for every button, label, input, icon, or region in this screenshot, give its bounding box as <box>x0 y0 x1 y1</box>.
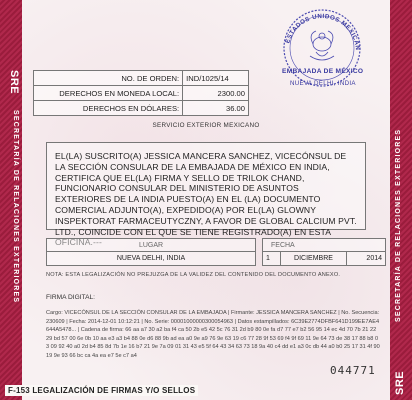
svg-text:ESTADOS UNIDOS MEXICANOS <box>266 4 361 51</box>
order-label: NO. DE ORDEN: <box>34 71 183 86</box>
place-value: NUEVA DELHI, INDIA <box>46 252 256 266</box>
local-fee-value: 2300.00 <box>183 86 249 101</box>
date-label: FECHA <box>262 238 386 252</box>
right-side-band <box>390 0 412 400</box>
usd-fee-value: 36.00 <box>183 101 249 116</box>
right-band-acronym: SRE <box>394 370 406 395</box>
seal-embassy-line: EMBAJADA DE MÉXICO <box>282 68 364 75</box>
local-fee-row <box>34 86 249 101</box>
serial-number: 044771 <box>330 364 376 377</box>
seal-arc-text: ESTADOS UNIDOS MEXICAN <box>284 12 362 51</box>
left-side-band <box>0 0 22 400</box>
service-heading: SERVICIO EXTERIOR MEXICANO <box>152 122 260 129</box>
usd-fee-label: DERECHOS EN DÓLARES: <box>34 101 183 116</box>
left-band-text: SECRETARÍA DE RELACIONES EXTERIORES <box>12 110 19 304</box>
left-band-acronym: SRE <box>8 70 20 95</box>
order-row <box>34 71 249 86</box>
usd-fee-row <box>34 101 249 116</box>
local-fee-label: DERECHOS EN MONEDA LOCAL: <box>34 86 183 101</box>
form-title: F-153 LEGALIZACIÓN DE FIRMAS Y/O SELLOS <box>5 385 198 396</box>
certification-text: EL(LA) SUSCRITO(A) JESSICA MANCERA SANCHEZ, VICECÓNSUL DE LA SECCIÓN CONSULAR DE LA EMBAJADA DE MÉXICO EN INDIA, CERTIFICA QUE EL(LA) FIRMA Y SELLO DE TRILOK CHAND, FUNCIONARIO CONSULAR DEL MINISTERIO DE ASUNTOS EXTERIORES DE LA INDIA PUESTO(A) EN EL (LA) DOCUMENTO COMERCIAL ADJUNTO(A), EXPEDIDO(A) POR EL(LA) GLOWNY INSPEKTORAT FARMACEUTYCZNY, A FAVOR DE GLOBAL CALCIUM PVT. LTD., COINCIDE CON EL QUE SE TIENE REGISTRADO(A) EN ESTA OFICINA.--- <box>46 142 366 230</box>
fees-table <box>33 70 249 116</box>
date-year: 2014 <box>366 255 382 262</box>
date-value <box>262 252 386 266</box>
digital-signature-title: FIRMA DIGITAL: <box>46 294 95 301</box>
order-value: IND/1025/14 <box>183 71 249 86</box>
seal-city-line: NUEVA DELHI, INDIA <box>290 80 356 87</box>
validity-note: NOTA: ESTA LEGALIZACIÓN NO PREJUZGA DE LA VALIDEZ DEL CONTENIDO DEL DOCUMENTO ANEXO. <box>46 272 341 278</box>
date-day: 1 <box>263 252 281 265</box>
date-month: DICIEMBRE <box>281 252 347 265</box>
place-label: LUGAR <box>46 238 256 252</box>
digital-signature-body: Cargo: VICECÓNSUL DE LA SECCIÓN CONSULAR DE LA EMBAJADA | Firmante: JESSICA MANCERA SANCHEZ | No. Secuencia: 230609 | Fecha: 2014-12-01 10:12:21 | No. Serie: 00001000000300054963 | Datos estampillados: 6C39E2774DFBF641D199EE7AE4644A5478... | Cadena de firma: 66 aa a7 30 a2 ba f4 ca 50 2b e5 42 5c 76 31 2d b9 80 0e fa d7 77 e7 b2 56 95 14 ec 4d 70 7b 21 22 29 bd 57 00 6e 0b 10 aa e3 a3 b4 88 0e d6 88 9b ad ea a0 9e a9 76 9e 63 19 c6 77 28 9f 53 69 f4 9f 69 11 9e 64 73 de 38 17 88 b8 03 09 92 40 a0 2d b4 85 8d 7b 1e 16 b7 21 9e 7a 09 01 31 43 e5 5f 64 43 34 63 73 18 9a 40 c4 dd e1 a3 0c db 44 a0 b0 25 17 31 4f 90 19 9e 93 66 bc ca 4a ea e7 5e c7 a4 <box>46 310 380 359</box>
right-band-text: SECRETARÍA DE RELACIONES EXTERIORES <box>395 128 402 322</box>
